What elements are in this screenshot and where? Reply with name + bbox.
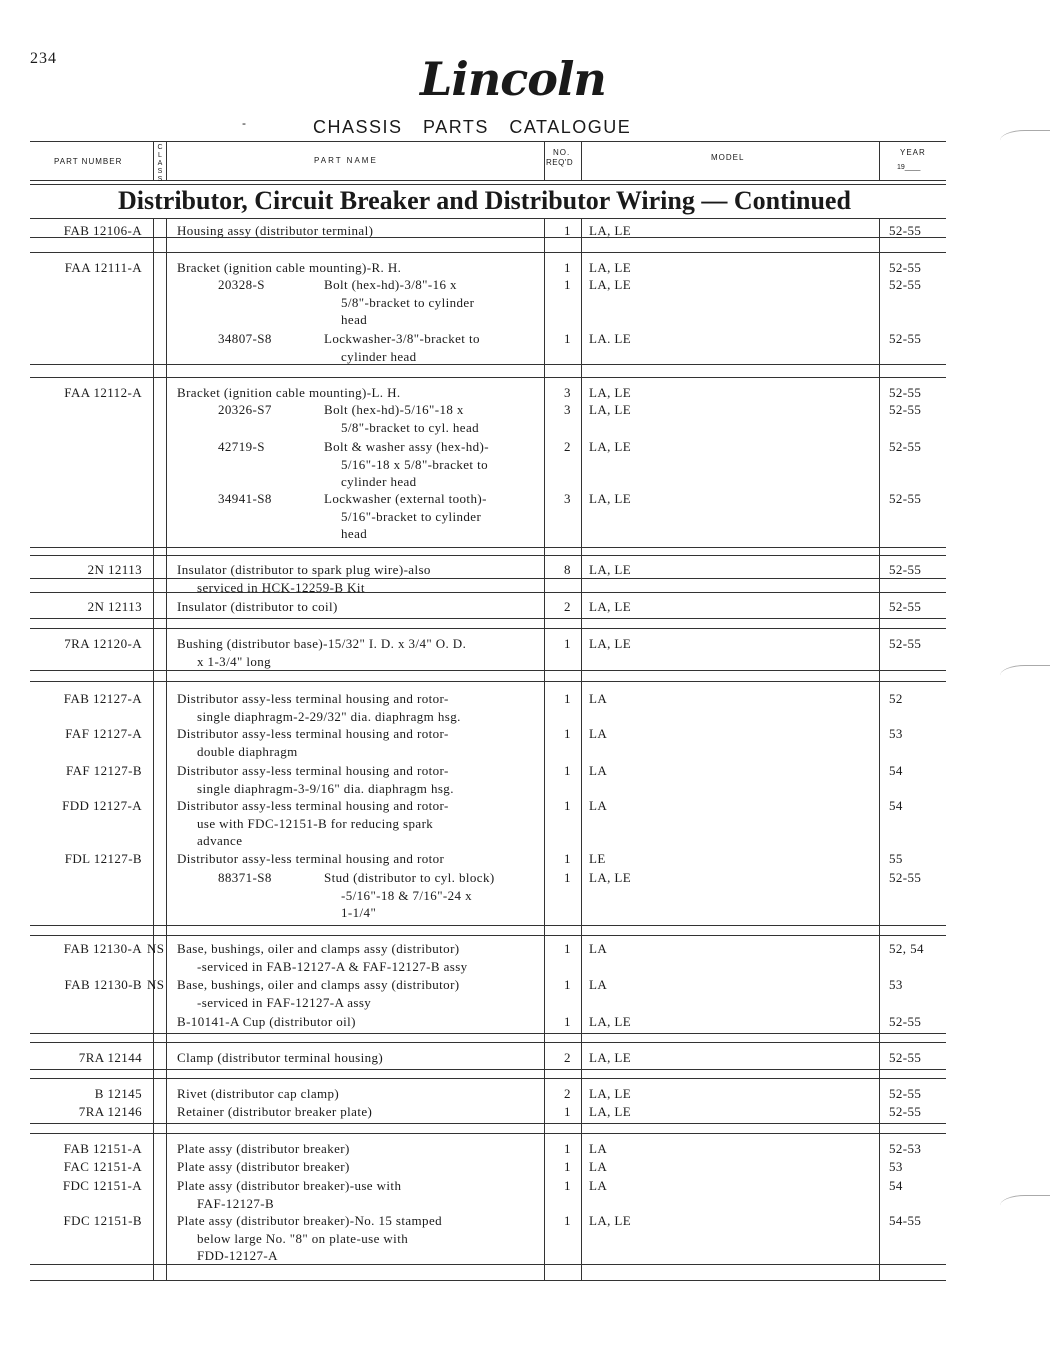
year-range: 52-55 [889, 439, 922, 454]
year-range: 52-55 [889, 223, 922, 238]
model: LA, LE [589, 1086, 632, 1101]
row-separator [30, 237, 946, 238]
class-code: NS [147, 941, 165, 956]
sub-part-number: 88371-S8 [218, 870, 272, 885]
part-name-line: Base, bushings, oiler and clamps assy (distributor) [177, 977, 460, 992]
year-range: 52-55 [889, 562, 922, 577]
year-range: 52-55 [889, 385, 922, 400]
part-name-line: Plate assy (distributor breaker)-No. 15 stamped [177, 1213, 443, 1228]
year-range: 52-55 [889, 1086, 922, 1101]
row-separator [30, 1133, 946, 1134]
year-range: 52-53 [889, 1141, 922, 1156]
part-number: FAC 12151-A [63, 1159, 142, 1174]
year-range: 54-55 [889, 1213, 922, 1228]
model: LA, LE [589, 870, 632, 885]
quantity-required: 1 [564, 1178, 571, 1193]
model: LE [589, 851, 606, 866]
part-number: FAF 12127-B [65, 763, 142, 778]
quantity-required: 8 [564, 562, 571, 577]
year-range: 54 [889, 1178, 903, 1193]
year-range: 52-55 [889, 1104, 922, 1119]
part-name-line: single diaphragm-3-9/16" dia. diaphragm hsg. [197, 780, 454, 796]
quantity-required: 2 [564, 1086, 571, 1101]
part-number: B 12145 [94, 1086, 142, 1101]
quantity-required: 3 [564, 402, 571, 417]
part-name-line: -5/16"-18 & 7/16"-24 x [341, 887, 472, 903]
quantity-required: 1 [564, 1014, 571, 1029]
row-separator [30, 670, 946, 671]
part-number: 2N 12113 [87, 562, 142, 577]
model: LA [589, 691, 608, 706]
part-number: 7RA 12146 [78, 1104, 142, 1119]
quantity-required: 2 [564, 1050, 571, 1065]
year-range: 54 [889, 763, 903, 778]
part-name-line: Insulator (distributor to coil) [177, 599, 338, 614]
part-name-line: x 1-3/4" long [197, 653, 272, 669]
part-name-line: single diaphragm-2-29/32" dia. diaphragm hsg. [197, 708, 461, 724]
year-range: 52-55 [889, 870, 922, 885]
year-range: 52-55 [889, 491, 922, 506]
row-separator [30, 364, 946, 365]
row-separator [30, 935, 946, 936]
part-name-line: cylinder head [341, 474, 417, 489]
quantity-required: 3 [564, 385, 571, 400]
year-range: 52, 54 [889, 941, 924, 956]
part-name-line: Rivet (distributor cap clamp) [177, 1086, 340, 1101]
part-number: FAA 12112-A [64, 385, 142, 400]
row-separator [30, 592, 946, 593]
part-name-line: Housing assy (distributor terminal) [177, 223, 374, 238]
year-range: 52-55 [889, 260, 922, 275]
part-name-line: -serviced in FAB-12127-A & FAF-12127-B assy [197, 958, 468, 974]
part-name-line: Bolt (hex-hd)-5/16"-18 x [324, 402, 464, 417]
part-name-line: Bolt (hex-hd)-3/8"-16 x [324, 277, 457, 292]
model: LA, LE [589, 491, 632, 506]
part-name-line: Clamp (distributor terminal housing) [177, 1050, 384, 1065]
year-range: 52-55 [889, 636, 922, 651]
year-range: 54 [889, 798, 903, 813]
quantity-required: 1 [564, 977, 571, 992]
part-name-line: Stud (distributor to cyl. block) [324, 870, 495, 885]
model: LA, LE [589, 439, 632, 454]
row-separator [30, 1078, 946, 1079]
brand-logo: Lincoln [420, 52, 606, 106]
quantity-required: 2 [564, 439, 571, 454]
quantity-required: 1 [564, 798, 571, 813]
part-number: FAF 12127-A [65, 726, 142, 741]
quantity-required: 1 [564, 870, 571, 885]
part-number: 2N 12113 [87, 599, 142, 614]
model: LA, LE [589, 1213, 632, 1228]
part-name-line: double diaphragm [197, 743, 298, 759]
part-name-line: head [341, 312, 368, 327]
part-name-line: Distributor assy-less terminal housing and rotor- [177, 763, 449, 778]
model: LA, LE [589, 1050, 632, 1065]
model: LA [589, 1159, 608, 1174]
part-name-line: advance [197, 833, 243, 848]
part-name-line: Insulator (distributor to spark plug wire)-also [177, 562, 431, 577]
part-number: FAB 12130-B [64, 977, 142, 992]
quantity-required: 1 [564, 1104, 571, 1119]
part-name-line: Lockwasher-3/8"-bracket to [324, 331, 480, 346]
part-name-line: Retainer (distributor breaker plate) [177, 1104, 373, 1119]
part-name-line: Lockwasher (external tooth)- [324, 491, 487, 506]
class-code: NS [147, 977, 165, 992]
quantity-required: 1 [564, 941, 571, 956]
part-number: FAB 12127-A [63, 691, 142, 706]
quantity-required: 1 [564, 331, 571, 346]
part-number: FAB 12106-A [63, 223, 142, 238]
part-name-line: Bolt & washer assy (hex-hd)- [324, 439, 489, 454]
part-name-line: Plate assy (distributor breaker)-use with [177, 1178, 402, 1193]
row-separator [30, 555, 946, 556]
part-name-line: Bracket (ignition cable mounting)-L. H. [177, 385, 401, 400]
quantity-required: 1 [564, 223, 571, 238]
header-part-number: PART NUMBER [54, 157, 123, 166]
part-name-line: B-10141-A Cup (distributor oil) [177, 1014, 356, 1029]
header-mark: - [242, 116, 246, 130]
part-number: FDD 12127-A [62, 798, 142, 813]
model: LA, LE [589, 599, 632, 614]
part-name-line: use with FDC-12151-B for reducing spark [197, 815, 434, 831]
year-range: 53 [889, 1159, 903, 1174]
quantity-required: 2 [564, 599, 571, 614]
quantity-required: 1 [564, 851, 571, 866]
part-number: FAB 12130-A [63, 941, 142, 956]
row-separator [30, 377, 946, 378]
header-class: C L A S S [157, 144, 163, 183]
model: LA [589, 977, 608, 992]
year-range: 55 [889, 851, 903, 866]
row-separator [30, 1069, 946, 1070]
quantity-required: 1 [564, 1141, 571, 1156]
header-no: NO. [553, 148, 571, 157]
quantity-required: 3 [564, 491, 571, 506]
sub-part-number: 34941-S8 [218, 491, 272, 506]
part-name-line: head [341, 526, 368, 541]
sub-part-number: 42719-S [218, 439, 265, 454]
part-name-line: Distributor assy-less terminal housing and rotor- [177, 726, 449, 741]
model: LA, LE [589, 562, 632, 577]
part-name-line: below large No. "8" on plate-use with [197, 1230, 409, 1246]
row-separator [30, 547, 946, 548]
part-name-line: serviced in HCK-12259-B Kit [197, 579, 365, 595]
year-range: 52-55 [889, 1050, 922, 1065]
row-separator [30, 252, 946, 253]
quantity-required: 1 [564, 726, 571, 741]
sub-part-number: 34807-S8 [218, 331, 272, 346]
year-range: 53 [889, 977, 903, 992]
part-name-line: Base, bushings, oiler and clamps assy (distributor) [177, 941, 460, 956]
model: LA [589, 1141, 608, 1156]
model: LA, LE [589, 260, 632, 275]
row-separator [30, 618, 946, 619]
year-range: 52 [889, 691, 903, 706]
model: LA [589, 941, 608, 956]
part-number: FDC 12151-B [63, 1213, 142, 1228]
model: LA, LE [589, 1104, 632, 1119]
page-number: 234 [30, 50, 57, 67]
part-name-line: cylinder head [341, 348, 417, 364]
part-name-line: Distributor assy-less terminal housing and rotor- [177, 691, 449, 706]
row-separator [30, 1033, 946, 1034]
part-name-line: 1-1/4" [341, 905, 377, 920]
model: LA [589, 763, 608, 778]
part-number: FDC 12151-A [62, 1178, 142, 1193]
header-year-sub: 19____ [897, 164, 921, 171]
header-reqd: REQ'D [546, 158, 574, 167]
header-part-name: PART NAME [314, 156, 378, 165]
part-number: 7RA 12120-A [64, 636, 142, 651]
row-separator [30, 628, 946, 629]
part-name-line: Bushing (distributor base)-15/32" I. D. x 3/4" O. D. [177, 636, 467, 651]
section-title: Distributor, Circuit Breaker and Distributor Wiring — Continued [118, 186, 851, 215]
part-name-line: -serviced in FAF-12127-A assy [197, 994, 372, 1010]
year-range: 52-55 [889, 402, 922, 417]
part-name-line: 5/8"-bracket to cyl. head [341, 419, 480, 435]
model: LA, LE [589, 402, 632, 417]
part-name-line: FAF-12127-B [197, 1195, 275, 1211]
part-name-line: Plate assy (distributor breaker) [177, 1141, 350, 1156]
sub-part-number: 20328-S [218, 277, 265, 292]
row-separator [30, 925, 946, 926]
part-name-line: Plate assy (distributor breaker) [177, 1159, 350, 1174]
quantity-required: 1 [564, 636, 571, 651]
row-separator [30, 1123, 946, 1124]
model: LA, LE [589, 277, 632, 292]
model: LA [589, 798, 608, 813]
model: LA [589, 1178, 608, 1193]
quantity-required: 1 [564, 277, 571, 292]
part-number: FAA 12111-A [64, 260, 142, 275]
year-range: 52-55 [889, 331, 922, 346]
model: LA [589, 726, 608, 741]
quantity-required: 1 [564, 260, 571, 275]
part-number: FDL 12127-B [64, 851, 142, 866]
model: LA, LE [589, 1014, 632, 1029]
sub-part-number: 20326-S7 [218, 402, 272, 417]
model: LA. LE [589, 331, 632, 346]
quantity-required: 1 [564, 1213, 571, 1228]
quantity-required: 1 [564, 691, 571, 706]
part-name-line: 5/16"-bracket to cylinder [341, 508, 482, 524]
header-year: YEAR [900, 148, 926, 157]
year-range: 52-55 [889, 277, 922, 292]
model: LA, LE [589, 385, 632, 400]
part-name-line: 5/8"-bracket to cylinder [341, 294, 475, 310]
year-range: 53 [889, 726, 903, 741]
catalogue-title: CHASSIS PARTS CATALOGUE [313, 117, 632, 137]
year-range: 52-55 [889, 1014, 922, 1029]
model: LA, LE [589, 223, 632, 238]
row-separator [30, 1042, 946, 1043]
quantity-required: 1 [564, 1159, 571, 1174]
row-separator [30, 578, 946, 579]
row-separator [30, 681, 946, 682]
quantity-required: 1 [564, 763, 571, 778]
part-name-line: Bracket (ignition cable mounting)-R. H. [177, 260, 402, 275]
part-number: 7RA 12144 [78, 1050, 142, 1065]
part-name-line: 5/16"-18 x 5/8"-bracket to [341, 456, 489, 472]
header-model: MODEL [711, 153, 745, 162]
part-name-line: FDD-12127-A [197, 1248, 278, 1263]
part-number: FAB 12151-A [63, 1141, 142, 1156]
part-name-line: Distributor assy-less terminal housing and rotor- [177, 798, 449, 813]
part-name-line: Distributor assy-less terminal housing and rotor [177, 851, 445, 866]
year-range: 52-55 [889, 599, 922, 614]
model: LA, LE [589, 636, 632, 651]
